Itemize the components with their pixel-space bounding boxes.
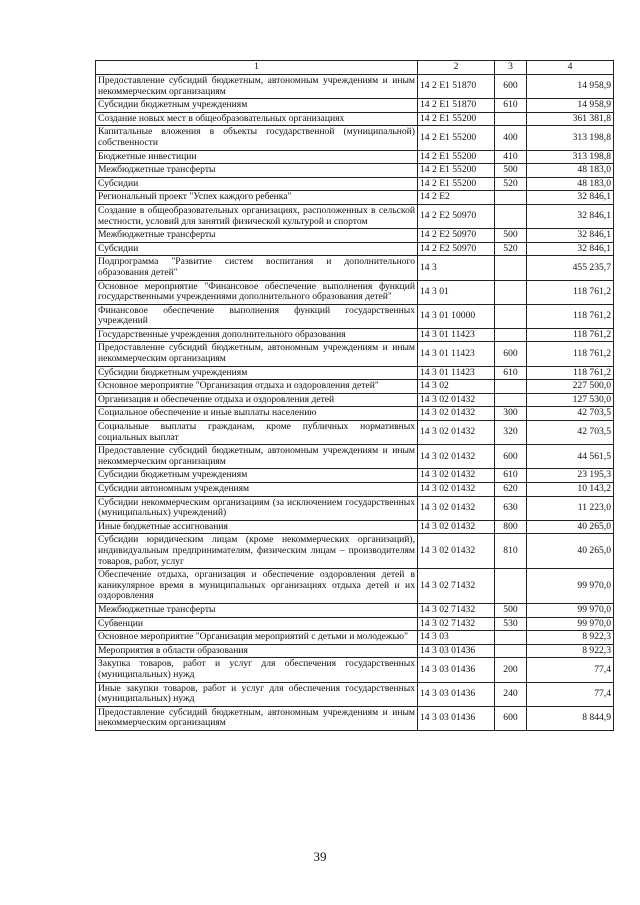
row-type-cell: 410 <box>495 150 527 164</box>
row-name-cell: Субсидии бюджетным учреждениям <box>96 469 418 483</box>
row-name-cell: Субсидии автономным учреждениям <box>96 483 418 497</box>
row-type-cell: 200 <box>495 658 527 682</box>
row-code-cell: 14 3 03 <box>418 631 495 645</box>
row-type-cell <box>495 304 527 328</box>
row-sum-cell: 40 265,0 <box>527 520 614 534</box>
table-row <box>96 658 614 682</box>
row-name-cell: Государственные учреждения дополнительного образования <box>96 328 418 342</box>
row-sum-cell: 48 183,0 <box>527 164 614 178</box>
row-code-cell: 14 2 E1 55200 <box>418 164 495 178</box>
row-type-cell: 800 <box>495 520 527 534</box>
row-sum-cell: 127 530,0 <box>527 393 614 407</box>
row-name-cell: Предоставление субсидий бюджетным, автономным учреждениям и иным некоммерческим организациям <box>96 445 418 469</box>
row-sum-cell: 42 703,5 <box>527 407 614 421</box>
row-sum-cell: 361 381,8 <box>527 112 614 126</box>
row-sum-cell: 118 761,2 <box>527 366 614 380</box>
row-sum-cell: 23 195,3 <box>527 469 614 483</box>
row-type-cell: 610 <box>495 366 527 380</box>
table-row <box>96 469 614 483</box>
row-code-cell: 14 3 01 <box>418 280 495 304</box>
column-header-1: 1 <box>96 61 418 75</box>
row-name-cell: Создание новых мест в общеобразовательных организациях <box>96 112 418 126</box>
row-code-cell: 14 3 02 71432 <box>418 617 495 631</box>
row-type-cell: 530 <box>495 617 527 631</box>
row-name-cell: Бюджетные инвестиции <box>96 150 418 164</box>
row-name-cell: Межбюджетные трансферты <box>96 603 418 617</box>
row-type-cell: 400 <box>495 126 527 150</box>
row-name-cell: Финансовое обеспечение выполнения функций государственных учреждений <box>96 304 418 328</box>
row-sum-cell: 118 761,2 <box>527 328 614 342</box>
row-code-cell: 14 3 02 71432 <box>418 603 495 617</box>
row-code-cell: 14 2 E2 50970 <box>418 229 495 243</box>
row-name-cell: Предоставление субсидий бюджетным, автономным учреждениям и иным некоммерческим организациям <box>96 706 418 730</box>
row-name-cell: Иные закупки товаров, работ и услуг для обеспечения государственных (муниципальных) нужд <box>96 682 418 706</box>
row-sum-cell: 44 561,5 <box>527 445 614 469</box>
row-code-cell: 14 3 03 01436 <box>418 706 495 730</box>
row-name-cell: Субсидии <box>96 242 418 256</box>
row-code-cell: 14 3 02 01432 <box>418 496 495 520</box>
row-name-cell: Субсидии бюджетным учреждениям <box>96 99 418 113</box>
row-type-cell <box>495 204 527 228</box>
row-type-cell: 500 <box>495 603 527 617</box>
row-sum-cell: 99 970,0 <box>527 569 614 604</box>
row-type-cell <box>495 569 527 604</box>
budget-table <box>95 60 614 731</box>
row-sum-cell: 32 846,1 <box>527 242 614 256</box>
row-code-cell: 14 2 E2 <box>418 191 495 205</box>
table-row <box>96 617 614 631</box>
row-type-cell: 320 <box>495 421 527 445</box>
row-sum-cell: 8 922,3 <box>527 631 614 645</box>
row-sum-cell: 118 761,2 <box>527 342 614 366</box>
row-type-cell <box>495 280 527 304</box>
row-name-cell: Региональный проект "Успех каждого ребенка" <box>96 191 418 205</box>
row-code-cell: 14 3 02 71432 <box>418 569 495 604</box>
table-row <box>96 75 614 99</box>
page-number: 39 <box>313 849 327 864</box>
row-type-cell: 600 <box>495 445 527 469</box>
row-name-cell: Субсидии бюджетным учреждениям <box>96 366 418 380</box>
table-row <box>96 242 614 256</box>
table-row <box>96 445 614 469</box>
row-sum-cell: 14 958,9 <box>527 99 614 113</box>
column-header-4: 4 <box>527 61 614 75</box>
table-row <box>96 366 614 380</box>
row-name-cell: Обеспечение отдыха, организация и обеспечение оздоровления детей в каникулярное время в муниципальных организациях отдыха детей и их оздоровления <box>96 569 418 604</box>
table-row <box>96 204 614 228</box>
row-sum-cell: 48 183,0 <box>527 177 614 191</box>
row-code-cell: 14 3 03 01436 <box>418 644 495 658</box>
row-sum-cell: 99 970,0 <box>527 603 614 617</box>
row-sum-cell: 118 761,2 <box>527 304 614 328</box>
row-code-cell: 14 3 <box>418 256 495 280</box>
row-sum-cell: 11 223,0 <box>527 496 614 520</box>
row-sum-cell: 32 846,1 <box>527 229 614 243</box>
row-name-cell: Субвенции <box>96 617 418 631</box>
row-type-cell: 520 <box>495 242 527 256</box>
table-row <box>96 380 614 394</box>
row-name-cell: Иные бюджетные ассигнования <box>96 520 418 534</box>
row-name-cell: Подпрограмма "Развитие систем воспитания и дополнительного образования детей" <box>96 256 418 280</box>
row-sum-cell: 32 846,1 <box>527 204 614 228</box>
table-row <box>96 280 614 304</box>
row-type-cell: 610 <box>495 469 527 483</box>
table-row <box>96 342 614 366</box>
row-type-cell: 500 <box>495 229 527 243</box>
table-row <box>96 421 614 445</box>
row-sum-cell: 455 235,7 <box>527 256 614 280</box>
row-code-cell: 14 3 02 01432 <box>418 393 495 407</box>
row-sum-cell: 77,4 <box>527 658 614 682</box>
table-row <box>96 304 614 328</box>
row-type-cell: 500 <box>495 164 527 178</box>
row-code-cell: 14 3 01 11423 <box>418 342 495 366</box>
table-row <box>96 682 614 706</box>
row-code-cell: 14 3 01 10000 <box>418 304 495 328</box>
table-row <box>96 496 614 520</box>
row-type-cell <box>495 191 527 205</box>
row-type-cell <box>495 393 527 407</box>
row-code-cell: 14 3 02 01432 <box>418 407 495 421</box>
column-header-3: 3 <box>495 61 527 75</box>
row-code-cell: 14 3 02 01432 <box>418 483 495 497</box>
row-name-cell: Создание в общеобразовательных организациях, расположенных в сельской местности, условий для занятий физической культурой и спортом <box>96 204 418 228</box>
table-row <box>96 256 614 280</box>
row-type-cell: 630 <box>495 496 527 520</box>
table-row <box>96 164 614 178</box>
row-code-cell: 14 3 03 01436 <box>418 682 495 706</box>
row-sum-cell: 40 265,0 <box>527 534 614 569</box>
row-name-cell: Субсидии некоммерческим организациям (за исключением государственных (муниципальных) учреждений) <box>96 496 418 520</box>
table-row <box>96 603 614 617</box>
header-row <box>96 61 614 75</box>
row-type-cell: 600 <box>495 706 527 730</box>
row-code-cell: 14 3 02 01432 <box>418 445 495 469</box>
row-code-cell: 14 2 E1 55200 <box>418 150 495 164</box>
row-code-cell: 14 2 E1 51870 <box>418 75 495 99</box>
row-type-cell <box>495 644 527 658</box>
row-name-cell: Межбюджетные трансферты <box>96 229 418 243</box>
row-sum-cell: 77,4 <box>527 682 614 706</box>
table-body <box>96 75 614 731</box>
row-name-cell: Мероприятия в области образования <box>96 644 418 658</box>
row-name-cell: Основное мероприятие "Организация отдыха и оздоровления детей" <box>96 380 418 394</box>
row-name-cell: Основное мероприятие "Финансовое обеспечение выполнения функций государственными учреждениями дополнительного образования детей" <box>96 280 418 304</box>
table-row <box>96 483 614 497</box>
row-name-cell: Закупка товаров, работ и услуг для обеспечения государственных (муниципальных) нужд <box>96 658 418 682</box>
row-code-cell: 14 3 02 01432 <box>418 421 495 445</box>
row-sum-cell: 8 922,3 <box>527 644 614 658</box>
row-code-cell: 14 3 02 01432 <box>418 520 495 534</box>
table-row <box>96 191 614 205</box>
row-name-cell: Социальные выплаты гражданам, кроме публичных нормативных социальных выплат <box>96 421 418 445</box>
table-row <box>96 177 614 191</box>
row-code-cell: 14 2 E1 55200 <box>418 126 495 150</box>
table-row <box>96 150 614 164</box>
row-code-cell: 14 2 E1 55200 <box>418 177 495 191</box>
row-code-cell: 14 2 E2 50970 <box>418 204 495 228</box>
row-name-cell: Предоставление субсидий бюджетным, автономным учреждениям и иным некоммерческим организациям <box>96 342 418 366</box>
table-row <box>96 229 614 243</box>
row-code-cell: 14 2 E1 51870 <box>418 99 495 113</box>
row-type-cell: 620 <box>495 483 527 497</box>
row-type-cell <box>495 112 527 126</box>
row-code-cell: 14 3 02 <box>418 380 495 394</box>
row-sum-cell: 42 703,5 <box>527 421 614 445</box>
row-code-cell: 14 3 02 01432 <box>418 469 495 483</box>
row-name-cell: Капитальные вложения в объекты государственной (муниципальной) собственности <box>96 126 418 150</box>
row-name-cell: Социальное обеспечение и иные выплаты населению <box>96 407 418 421</box>
row-type-cell: 810 <box>495 534 527 569</box>
table-row <box>96 328 614 342</box>
table-row <box>96 393 614 407</box>
row-name-cell: Предоставление субсидий бюджетным, автономным учреждениям и иным некоммерческим организациям <box>96 75 418 99</box>
row-sum-cell: 313 198,8 <box>527 150 614 164</box>
row-sum-cell: 227 500,0 <box>527 380 614 394</box>
row-sum-cell: 32 846,1 <box>527 191 614 205</box>
row-code-cell: 14 3 01 11423 <box>418 328 495 342</box>
table-row <box>96 126 614 150</box>
row-sum-cell: 313 198,8 <box>527 126 614 150</box>
row-sum-cell: 8 844,9 <box>527 706 614 730</box>
table-row <box>96 534 614 569</box>
row-sum-cell: 99 970,0 <box>527 617 614 631</box>
row-type-cell: 300 <box>495 407 527 421</box>
row-code-cell: 14 2 E1 55200 <box>418 112 495 126</box>
table-row <box>96 520 614 534</box>
row-type-cell <box>495 631 527 645</box>
row-type-cell: 240 <box>495 682 527 706</box>
row-sum-cell: 14 958,9 <box>527 75 614 99</box>
table-row <box>96 644 614 658</box>
row-code-cell: 14 3 02 01432 <box>418 534 495 569</box>
row-code-cell: 14 3 01 11423 <box>418 366 495 380</box>
row-name-cell: Межбюджетные трансферты <box>96 164 418 178</box>
row-name-cell: Субсидии <box>96 177 418 191</box>
row-name-cell: Основное мероприятие "Организация мероприятий с детьми и молодежью" <box>96 631 418 645</box>
row-code-cell: 14 2 E2 50970 <box>418 242 495 256</box>
row-type-cell <box>495 256 527 280</box>
row-type-cell: 600 <box>495 75 527 99</box>
table-row <box>96 99 614 113</box>
row-name-cell: Субсидии юридическим лицам (кроме некоммерческих организаций), индивидуальным предпринимателям, физическим лицам – производителям товаров, работ, услуг <box>96 534 418 569</box>
row-type-cell: 610 <box>495 99 527 113</box>
column-header-2: 2 <box>418 61 495 75</box>
row-sum-cell: 10 143,2 <box>527 483 614 497</box>
table-row <box>96 112 614 126</box>
table-row <box>96 706 614 730</box>
table-row <box>96 569 614 604</box>
row-sum-cell: 118 761,2 <box>527 280 614 304</box>
row-name-cell: Организация и обеспечение отдыха и оздоровления детей <box>96 393 418 407</box>
row-type-cell <box>495 380 527 394</box>
row-type-cell: 520 <box>495 177 527 191</box>
row-code-cell: 14 3 03 01436 <box>418 658 495 682</box>
table-row <box>96 631 614 645</box>
table-row <box>96 407 614 421</box>
row-type-cell <box>495 328 527 342</box>
row-type-cell: 600 <box>495 342 527 366</box>
